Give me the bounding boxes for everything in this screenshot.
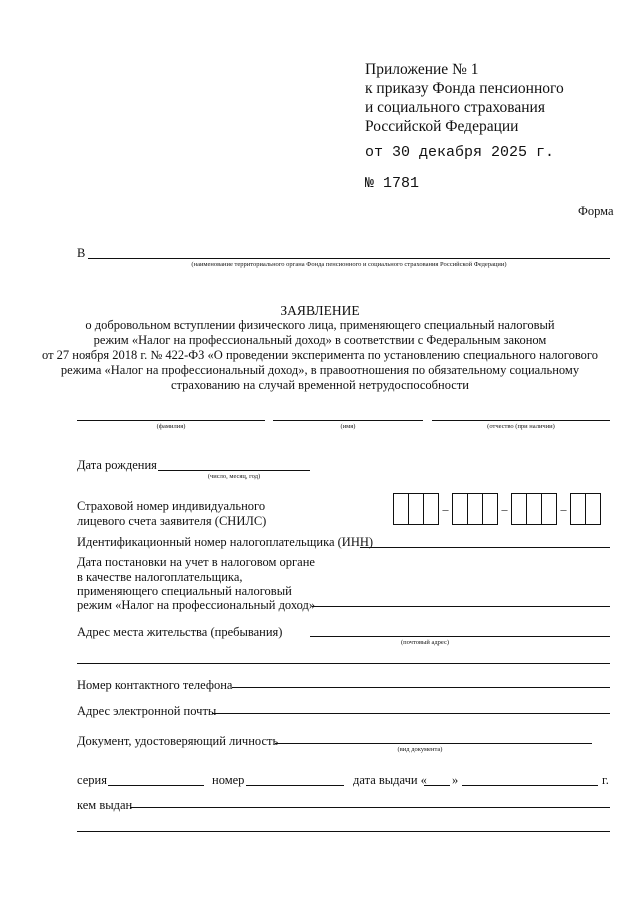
birth-date-label: Дата рождения — [77, 458, 157, 472]
patronymic-caption: (отчество (при наличии) — [487, 423, 555, 430]
snils-label-line-1: Страховой номер индивидуального — [77, 499, 266, 513]
snils-dash: – — [442, 502, 449, 516]
inn-label: Идентификационный номер налогоплательщика (ИНН) — [77, 535, 374, 549]
patronymic-field[interactable] — [432, 420, 610, 421]
snils-cell[interactable] — [423, 493, 439, 525]
snils-group-2[interactable] — [452, 493, 498, 525]
reg-date-field[interactable] — [312, 606, 610, 607]
appendix-line-2: к приказу Фонда пенсионного — [365, 80, 564, 97]
name-field[interactable] — [273, 420, 423, 421]
document-heading: ЗАЯВЛЕНИЕ — [280, 303, 360, 318]
surname-field[interactable] — [77, 420, 265, 421]
snils-label-line-2: лицевого счета заявителя (СНИЛС) — [77, 514, 267, 528]
issue-date-close: » — [452, 773, 459, 787]
address-field-line-2[interactable] — [77, 663, 610, 664]
snils-cell[interactable] — [467, 493, 483, 525]
snils-cell[interactable] — [526, 493, 542, 525]
number-label: номер — [212, 773, 245, 787]
appendix-title: Приложение № 1 — [365, 61, 479, 78]
address-caption: (почтовый адрес) — [400, 639, 450, 646]
surname-caption: (фамилия) — [156, 423, 186, 430]
year-suffix: г. — [602, 773, 609, 787]
title-line-2: режим «Налог на профессиональный доход» в соответствии с Федеральным законом — [93, 333, 547, 347]
issued-by-field[interactable] — [130, 807, 610, 808]
recipient-field[interactable] — [88, 258, 610, 259]
name-caption: (имя) — [340, 423, 356, 430]
snils-group-1[interactable] — [393, 493, 439, 525]
recipient-prefix: В — [77, 246, 86, 260]
recipient-caption: (наименование территориального органа Фонда пенсионного и социального страхования Российской Федерации) — [191, 261, 507, 268]
issue-date-label: дата выдачи « — [353, 773, 427, 787]
id-doc-field[interactable] — [275, 743, 592, 744]
snils-dash: – — [501, 502, 508, 516]
number-field[interactable] — [246, 785, 344, 786]
snils-dash: – — [560, 502, 567, 516]
form-label: Форма — [578, 204, 614, 218]
title-line-1: о добровольном вступлении физического лица, применяющего специальный налоговый — [85, 318, 555, 332]
phone-field[interactable] — [232, 687, 610, 688]
order-date: от 30 декабря 2025 г. — [365, 144, 555, 161]
reg-label-line-4: режим «Налог на профессиональный доход» — [77, 598, 316, 612]
id-doc-caption: (вид документа) — [397, 746, 443, 753]
issued-by-field-line-2[interactable] — [77, 831, 610, 832]
snils-cell[interactable] — [570, 493, 586, 525]
issue-month-year-field[interactable] — [462, 785, 598, 786]
issue-day-field[interactable] — [424, 785, 450, 786]
appendix-line-3: и социального страхования — [365, 99, 545, 116]
title-line-4: режима «Налог на профессиональный доход», в правоотношения по обязательному социальному — [60, 363, 580, 377]
title-line-5: страхованию на случай временной нетрудоспособности — [171, 378, 469, 392]
phone-label: Номер контактного телефона — [77, 678, 233, 692]
address-field[interactable] — [310, 636, 610, 637]
email-label: Адрес электронной почты — [77, 704, 217, 718]
id-doc-label: Документ, удостоверяющий личность — [77, 734, 279, 748]
snils-cell[interactable] — [408, 493, 424, 525]
reg-label-line-3: применяющего специальный налоговый — [77, 584, 292, 598]
snils-cell[interactable] — [393, 493, 409, 525]
appendix-line-4: Российской Федерации — [365, 118, 519, 135]
series-label: серия — [77, 773, 107, 787]
issued-by-label: кем выдан — [77, 798, 133, 812]
reg-label-line-1: Дата постановки на учет в налоговом органе — [77, 555, 315, 569]
snils-cell[interactable] — [585, 493, 601, 525]
order-number: № 1781 — [365, 175, 420, 192]
title-line-3: от 27 ноября 2018 г. № 422-ФЗ «О проведении эксперимента по установлению специального налогового — [42, 348, 598, 362]
snils-cell[interactable] — [482, 493, 498, 525]
reg-label-line-2: в качестве налогоплательщика, — [77, 570, 243, 584]
snils-group-3[interactable] — [511, 493, 557, 525]
snils-group-4[interactable] — [570, 493, 601, 525]
snils-cell[interactable] — [511, 493, 527, 525]
snils-cell[interactable] — [541, 493, 557, 525]
birth-date-caption: (число, месяц, год) — [207, 473, 261, 480]
address-label: Адрес места жительства (пребывания) — [77, 625, 283, 639]
birth-date-field[interactable] — [158, 470, 310, 471]
snils-cell[interactable] — [452, 493, 468, 525]
snils-input[interactable] — [393, 493, 601, 525]
email-field[interactable] — [212, 713, 610, 714]
series-field[interactable] — [108, 785, 204, 786]
inn-field[interactable] — [360, 547, 610, 548]
